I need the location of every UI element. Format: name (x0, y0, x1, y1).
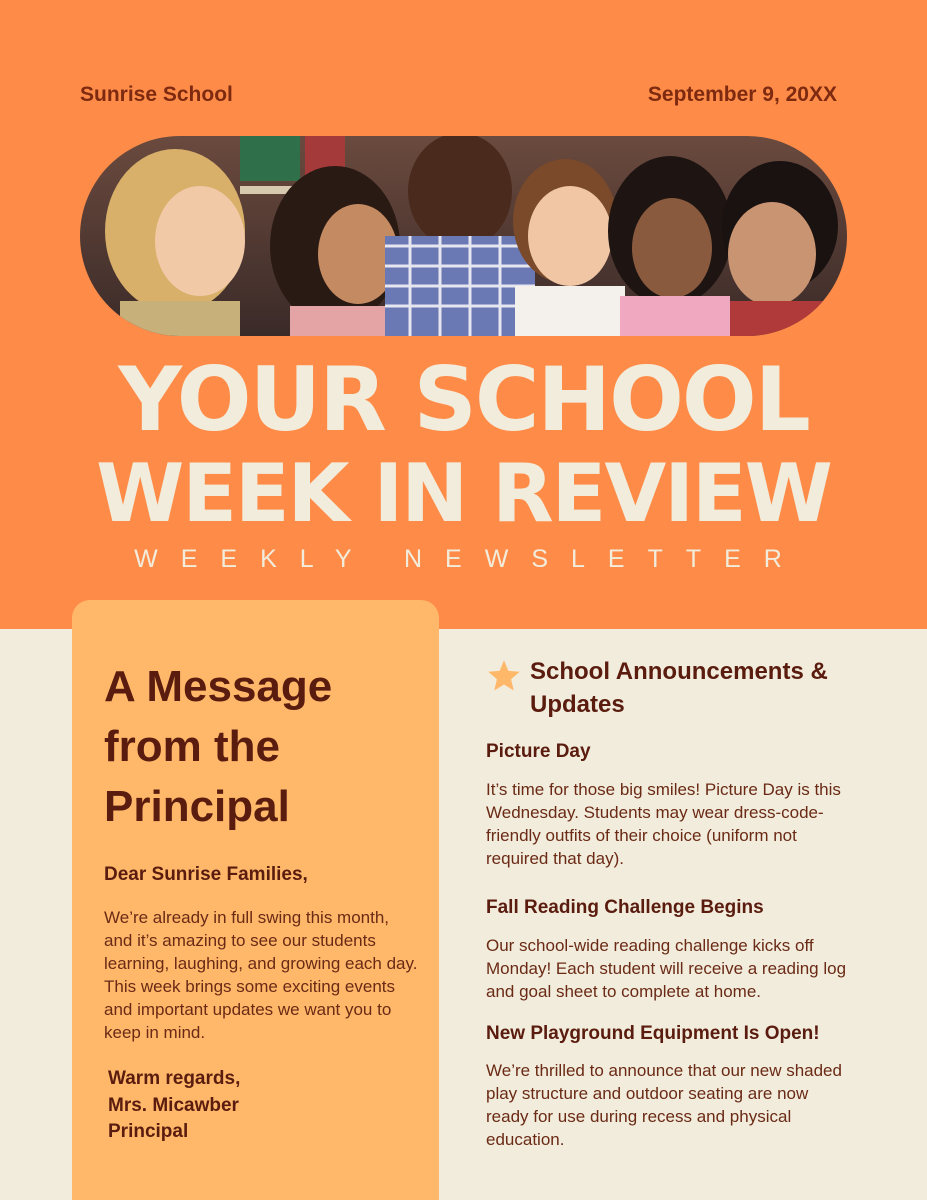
students-photo (80, 136, 847, 336)
announcement-body-playground: We’re thrilled to announce that our new shaded play structure and outdoor seating are now ready for use during recess and physical education. (486, 1061, 842, 1149)
announcements-heading: School Announcements & Updates (530, 658, 828, 718)
principal-name: Mrs. Micawber (108, 1094, 239, 1116)
star-icon (486, 658, 522, 694)
announcement-title-playground: New Playground Equipment Is Open! (486, 1023, 820, 1044)
announcement-body-reading-challenge: Our school-wide reading challenge kicks off Monday! Each student will receive a reading log and goal sheet to complete at home. (486, 936, 847, 1001)
issue-date: September 9, 20XX (647, 83, 837, 106)
principal-greeting: Dear Sunrise Families, (104, 864, 308, 885)
headline-line-1: YOUR SCHOOL (118, 348, 809, 451)
principal-heading: A Message from the Principal (104, 662, 333, 831)
announcement-title-picture-day: Picture Day (486, 741, 591, 762)
closing-line: Warm regards, (108, 1068, 241, 1089)
principal-signoff (108, 1066, 408, 1146)
announcement-title-reading-challenge: Fall Reading Challenge Begins (486, 897, 764, 918)
school-name: Sunrise School (80, 83, 233, 106)
principal-message: We’re already in full swing this month, and it’s amazing to see our students learning, laughing, and growing each day. This week brings some exciting events and important updates we want you to keep in mind. (104, 908, 418, 1042)
announcement-body-picture-day: It’s time for those big smiles! Picture Day is this Wednesday. Students may wear dress-code-friendly outfits of their choice (uniform not required that day). (486, 780, 841, 868)
newsletter-subtitle: WEEKLY NEWSLETTER (134, 545, 805, 573)
headline-line-2: WEEK IN REVIEW (96, 447, 831, 540)
students-group-photo-icon (80, 136, 847, 336)
principal-role: Principal (108, 1121, 189, 1142)
